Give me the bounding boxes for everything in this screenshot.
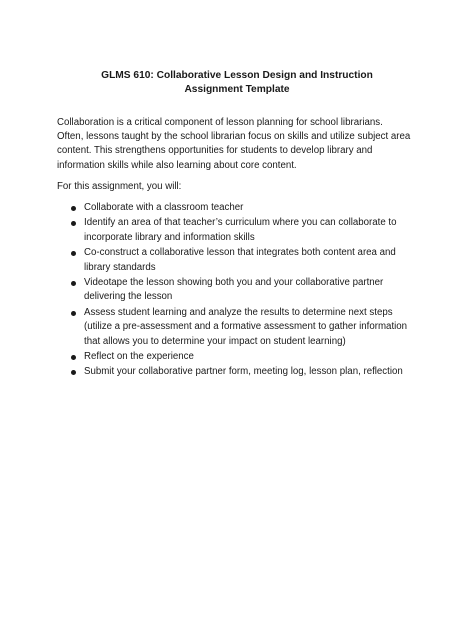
document-title (0, 69, 474, 97)
bullet-item (57, 216, 437, 245)
intro-line: information skills while also learning about core content. (57, 159, 297, 171)
bullet-dot-icon (71, 221, 76, 226)
intro-line: Collaboration is a critical component of lesson planning for school librarians. (57, 117, 383, 128)
bullet-line: Submit your collaborative partner form, meeting log, lesson plan, reflection (84, 366, 403, 378)
bullet-line: library standards (84, 261, 156, 273)
title-line-2: Assignment Template (184, 84, 290, 95)
bullet-item (57, 350, 437, 364)
bullet-dot-icon (71, 281, 76, 286)
bullet-line: Collaborate with a classroom teacher (84, 202, 244, 213)
intro-line: content. This strengthens opportunities for students to develop library and (57, 145, 373, 157)
bullet-line: incorporate library and information skills (84, 231, 255, 243)
title-line-1: GLMS 610: Collaborative Lesson Design and Instruction (101, 70, 373, 81)
bullet-item (57, 306, 437, 349)
bullet-line: Assess student learning and analyze the results to determine next steps (84, 306, 393, 318)
bullet-line: Co-construct a collaborative lesson that integrates both content area and (84, 247, 396, 259)
assignment-lead: For this assignment, you will: (57, 181, 182, 192)
bullet-line: Reflect on the experience (84, 351, 194, 363)
bullet-dot-icon (71, 206, 76, 211)
bullet-line: Videotape the lesson showing both you and your collaborative partner (84, 277, 384, 289)
assignment-bullet-list (57, 201, 437, 381)
bullet-line: delivering the lesson (84, 291, 173, 303)
bullet-item (57, 201, 437, 215)
bullet-line: that allows you to determine your impact on student learning) (84, 335, 346, 347)
bullet-dot-icon (71, 355, 76, 360)
bullet-line: (utilize a pre-assessment and a formative assessment to gather information (84, 321, 408, 333)
bullet-dot-icon (71, 311, 76, 316)
bullet-line: Identify an area of that teacher’s curriculum where you can collaborate to (84, 217, 397, 229)
bullet-item (57, 365, 437, 379)
bullet-item (57, 276, 437, 305)
bullet-dot-icon (71, 251, 76, 256)
intro-paragraph (57, 116, 427, 173)
intro-line: Often, lessons taught by the school librarian focus on skills and utilize subject area (57, 131, 411, 143)
bullet-dot-icon (71, 370, 76, 375)
bullet-item (57, 246, 437, 275)
